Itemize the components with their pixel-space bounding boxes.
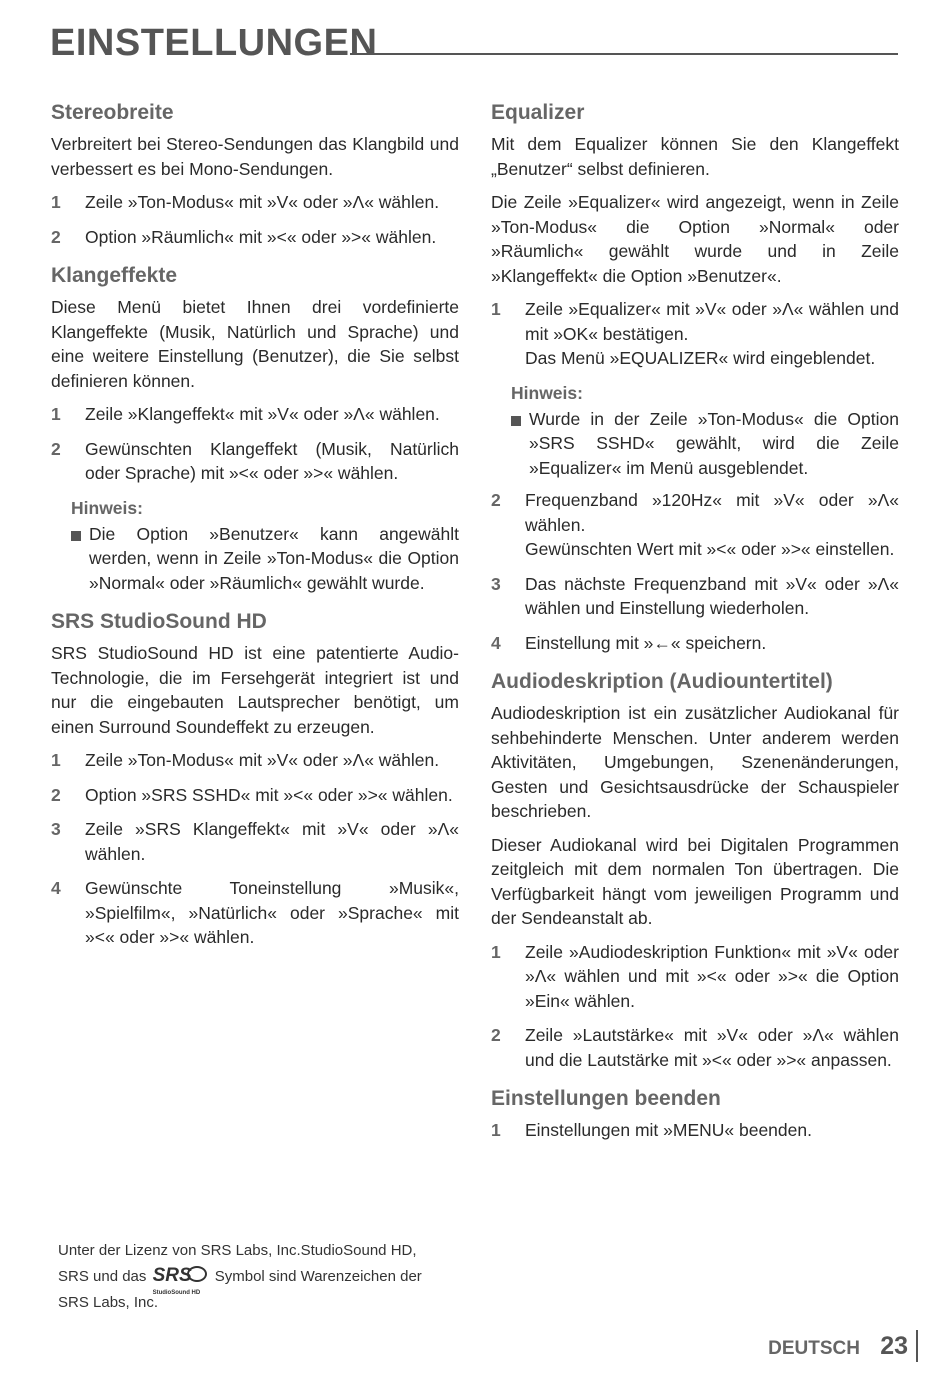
srs-logo-icon (152, 1265, 209, 1297)
section-srs-studiosound (51, 609, 459, 950)
step-text: Zeile »SRS Klangeffekt« mit »V« oder »Λ« wählen. (85, 819, 459, 864)
step-text: Einstellungen mit »MENU« beenden. (525, 1120, 812, 1140)
step-number: 2 (51, 784, 61, 805)
step-subtext: Gewünschten Wert mit »<« oder »>« einstellen. (525, 539, 895, 559)
footnote-text: SRS und das (58, 1268, 147, 1285)
section-intro: Diese Menü bietet Ihnen drei vordefinierte Klangeffekte (Musik, Natürlich und Sprache) und eine weitere Einstellung (Benutzer), die Sie selbst definieren können. (51, 297, 459, 391)
note-bullet (511, 407, 899, 481)
step-text: Zeile »Klangeffekt« mit »V« oder »Λ« wählen. (85, 404, 440, 424)
section-equalizer (491, 100, 899, 655)
step-item (491, 572, 899, 621)
step-number: 1 (51, 404, 61, 424)
step-number: 3 (51, 819, 61, 839)
step-item (51, 783, 459, 808)
section-intro: SRS StudioSound HD ist eine patentierte Audio-Technologie, die im Fersehgerät integriert ist und nur die eingebauten Lautsprecher benötigt, um einen Surround Soundeffekt zu erzeugen. (51, 643, 459, 737)
bullet-square-icon (511, 416, 521, 426)
step-text: Einstellung mit »←« speichern. (525, 632, 767, 653)
section-heading: Audiodeskription (Audiountertitel) (491, 670, 833, 693)
step-item (491, 1118, 899, 1143)
step-text: Option »SRS SSHD« mit »<« oder »>« wählen. (85, 784, 453, 805)
note-heading: Hinweis: (511, 382, 583, 403)
step-item (491, 297, 899, 371)
step-item (51, 876, 459, 950)
section-intro: Audiodeskription ist ein zusätzlicher Audiokanal für sehbehinderte Menschen. Unter anderem werden Aktivitäten, Umgebungen, Szenenänderungen, Gesten und Gesichtsausdrücke der Schauspieler beschrieben. (491, 703, 899, 821)
step-number: 1 (51, 750, 61, 770)
srs-logo-text: SRS (152, 1265, 192, 1287)
step-item (51, 437, 459, 486)
step-text: Zeile »Ton-Modus« mit »V« oder »Λ« wählen. (85, 192, 440, 212)
bullet-square-icon (71, 531, 81, 541)
note-text: Wurde in der Zeile »Ton-Modus« die Option »SRS SSHD« gewählt, wird die Zeile »Equalizer« im Menü ausgeblendet. (529, 408, 899, 478)
note-heading: Hinweis: (71, 497, 143, 518)
step-number: 4 (51, 878, 61, 898)
section-intro: Die Zeile »Equalizer« wird angezeigt, wenn in Zeile »Ton-Modus« die Option »Normal« oder »Räumlich« gewählt wurde und in Zeile »Klangeffekt« die Option »Benutzer«. (491, 192, 899, 286)
header-rule (350, 53, 898, 55)
step-subtext: Das Menü »EQUALIZER« wird eingeblendet. (525, 348, 876, 368)
step-number: 4 (491, 632, 501, 653)
section-heading: Einstellungen beenden (491, 1087, 721, 1110)
section-heading: Stereobreite (51, 101, 174, 124)
step-text: Zeile »Lautstärke« mit »V« oder »Λ« wählen und die Lautstärke mit »<« oder »>« anpassen. (525, 1025, 899, 1070)
step-item (51, 817, 459, 866)
section-heading: Equalizer (491, 101, 585, 124)
step-text: Gewünschten Klangeffekt (Musik, Natürlich oder Sprache) mit »<« oder »>« wählen. (85, 438, 459, 483)
section-intro: Dieser Audiokanal wird bei Digitalen Programmen zeitgleich mit dem normalen Ton übertragen. Die Verfügbarkeit hängt vom jeweiligen Programm und der Sendeanstalt ab. (491, 834, 899, 928)
right-column (491, 100, 899, 1157)
step-text: Gewünschte Toneinstellung »Musik«, »Spielfilm«, »Natürlich« oder »Sprache« mit »<« oder »>« wählen. (85, 878, 459, 947)
step-number: 1 (491, 299, 501, 319)
footnote-text: Symbol sind Warenzeichen der (214, 1268, 422, 1285)
step-text: Option »Räumlich« mit »<« oder »>« wählen. (85, 226, 437, 247)
section-heading: SRS StudioSound HD (51, 610, 267, 633)
step-number: 2 (491, 1025, 501, 1045)
step-text: Zeile »Ton-Modus« mit »V« oder »Λ« wählen. (85, 750, 440, 770)
section-intro: Verbreitert bei Stereo-Sendungen das Klangbild und verbessert es bei Mono-Sendungen. (51, 134, 459, 179)
section-stereobreite (51, 100, 459, 249)
step-number: 2 (491, 490, 501, 510)
note-box (71, 496, 459, 596)
section-klangeffekte (51, 263, 459, 595)
step-item (51, 190, 459, 215)
note-box (511, 381, 899, 481)
section-einstellungen-beenden (491, 1086, 899, 1143)
step-number: 2 (51, 438, 61, 459)
step-number: 3 (491, 573, 501, 594)
srs-logo-subtext: StudioSound HD (152, 1290, 201, 1297)
note-bullet (71, 522, 459, 596)
section-heading: Klangeffekte (51, 264, 178, 287)
step-number: 1 (51, 192, 61, 212)
step-item (491, 488, 899, 562)
step-item (491, 940, 899, 1014)
left-column (51, 100, 459, 964)
step-text: Frequenzband »120Hz« mit »V« oder »Λ« wählen. (525, 490, 899, 535)
step-item (491, 1023, 899, 1072)
section-intro: Mit dem Equalizer können Sie den Klangeffekt „Benutzer“ selbst definieren. (491, 134, 899, 179)
step-text: Zeile »Equalizer« mit »V« oder »Λ« wählen und mit »OK« bestätigen. (525, 299, 899, 344)
note-text: Die Option »Benutzer« kann angewählt werden, wenn in Zeile »Ton-Modus« die Option »Normal« oder »Räumlich« gewählt wurde. (89, 523, 459, 593)
step-number: 1 (491, 1120, 501, 1140)
section-audiodeskription (491, 669, 899, 1072)
page-number: 23 (880, 1332, 908, 1360)
step-text: Das nächste Frequenzband mit »V« oder »Λ« wählen und Einstellung wiederholen. (525, 573, 899, 618)
footer-language: DEUTSCH (768, 1338, 860, 1359)
step-text: Zeile »Audiodeskription Funktion« mit »V« oder »Λ« wählen und mit »<« oder »>« die Option »Ein« wählen. (525, 941, 899, 1011)
step-item (491, 631, 899, 656)
footnote-line (58, 1264, 458, 1297)
step-item (51, 748, 459, 773)
step-number: 1 (491, 941, 501, 962)
footnote-line: SRS Labs, Inc. (58, 1294, 159, 1311)
page-title: EINSTELLUNGEN (50, 22, 378, 64)
step-number: 2 (51, 226, 61, 247)
page-footer (758, 1330, 918, 1364)
footer-bar (916, 1330, 919, 1362)
footnote-line: Unter der Lizenz von SRS Labs, Inc.StudioSound HD, (58, 1242, 417, 1259)
step-item (51, 225, 459, 250)
license-footnote (58, 1238, 458, 1316)
step-item (51, 402, 459, 427)
page-header (50, 22, 898, 64)
